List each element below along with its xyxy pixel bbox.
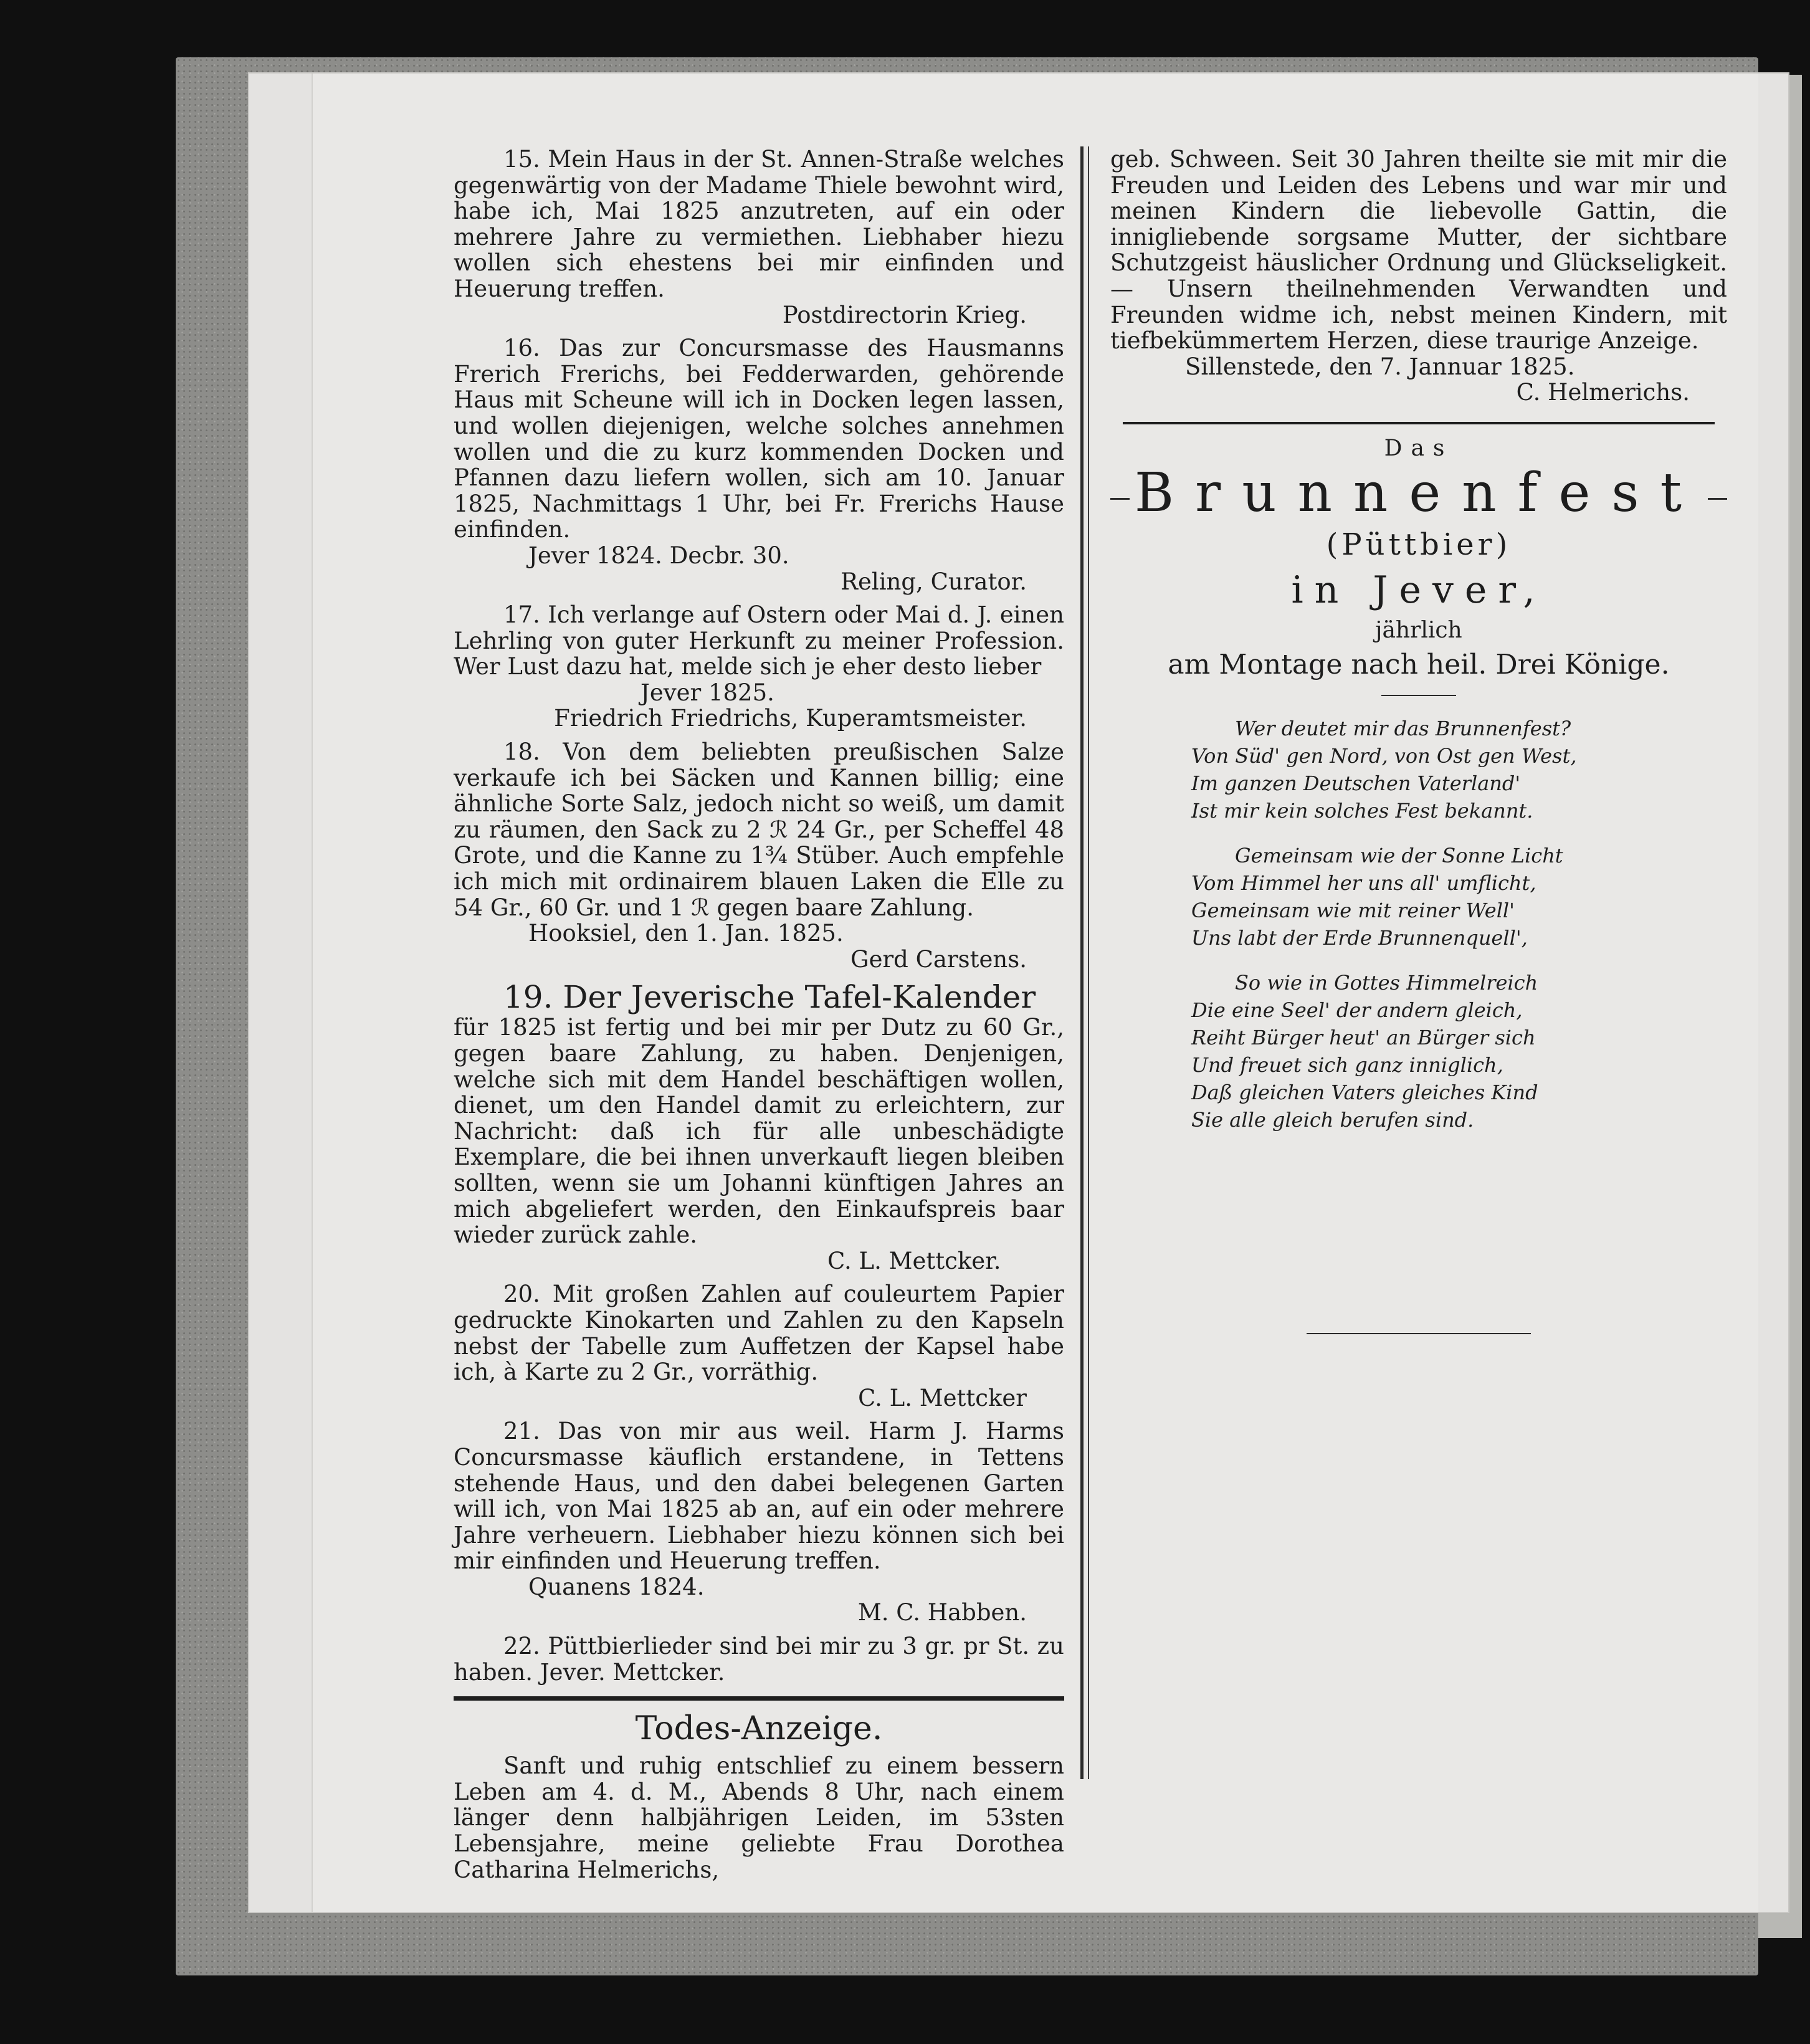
column-divider xyxy=(1080,146,1084,1779)
ad-15-signature: Postdirectorin Krieg. xyxy=(782,301,1027,328)
ad-17-text: 17. Ich verlange auf Ostern oder Mai d. J. einen Lehrling von guter Herkunft zu meiner Profession. Wer Lust dazu hat, melde sich je eher desto lieber xyxy=(454,601,1064,681)
fest-title-text: Brunnenfest xyxy=(1130,462,1708,524)
poem-line: Reiht Bürger heut' an Bürger sich xyxy=(1191,1025,1536,1049)
ad-16-text: 16. Das zur Concursmasse des Hausmanns Frerich Frerichs, bei Fedderwarden, gehörende Haus mit Scheune will ich in Docken legen lassen, und wollen diejenigen, welche solches annehmen wollen und die zu kurz kommenden Docken und Pfannen dazu liefern wollen, sich am 10. Januar 1825, Nachmittags 1 Uhr, bei Fr. Frerichs Hause einfinden. xyxy=(454,335,1064,543)
ad-16-signature: Reling, Curator. xyxy=(841,568,1027,595)
poem-line: Daß gleichen Vaters gleiches Kind xyxy=(1191,1080,1538,1104)
poem-line: Von Süd' gen Nord, von Ost gen West, xyxy=(1191,743,1577,768)
fest-top-rule xyxy=(1123,422,1715,424)
ad-21-text: 21. Das von mir aus weil. Harm J. Harms Concursmasse käuflich erstandene, in Tettens stehende Haus, und den dabei belegenen Garten will ich, von Mai 1825 ab an, auf ein oder mehrere Jahre verheuern. Liebhaber hiezu können sich bei mir einfinden und Heuerung treffen. xyxy=(454,1418,1064,1575)
ad-22-text: 22. Püttbierlieder sind bei mir zu 3 gr. pr St. zu haben. Jever. Mettcker. xyxy=(454,1633,1064,1686)
death-notice-title: Todes-Anzeige. xyxy=(635,1710,883,1748)
ad-18-text: 18. Von dem beliebten preußischen Salze verkaufe ich bei Säcken und Kannen billig; eine ähnliche Sorte Salz, jedoch nicht so weiß, um damit zu räumen, den Sack zu 2 ℛ 24 Gr., per Scheffel 48 Grote, und die Kanne zu 1¾ Stüber. Auch empfehle ich mich mit ordinairem blauen Laken die Elle zu 54 Gr., 60 Gr. und 1 ℛ gegen baare Zahlung. xyxy=(454,738,1064,921)
ad-19-title: 19. Der Jeverische Tafel-Kalender xyxy=(503,979,1036,1016)
poem-line: Und freuet sich ganz inniglich, xyxy=(1191,1053,1503,1077)
right-column xyxy=(1110,146,1727,1334)
poem-line: Gemeinsam wie mit reiner Well' xyxy=(1191,898,1515,922)
ad-17-place-date: Jever 1825. xyxy=(641,679,774,706)
ad-17-signature: Friedrich Friedrichs, Kuperamtsmeister. xyxy=(554,705,1027,732)
left-column xyxy=(454,146,1064,1883)
poem-line: Vom Himmel her uns all' umflicht, xyxy=(1191,871,1536,895)
poem-line: Ist mir kein solches Fest bekannt. xyxy=(1191,798,1533,823)
ad-19-text: für 1825 ist fertig und bei mir per Dutz zu 60 Gr., gegen baare Zahlung, zu haben. Denjenigen, welche sich mit dem Handel beschäftigen wollen, dienet, um den Handel damit zu erleichtern, zur Nachricht: daß ich für alle unbeschädigte Exemplare, die bei ihnen unverkauft liegen bleiben sollten, wenn sie um Johanni künftigen Jahres an mich abgeliefert werden, den Einkaufspreis baar wieder zurück zahle. xyxy=(454,1014,1064,1249)
poem-line: Wer deutet mir das Brunnenfest? xyxy=(1235,716,1571,740)
death-notice-place-date: Sillenstede, den 7. Jannuar 1825. xyxy=(1185,353,1575,380)
fest-date: am Montage nach heil. Drei Könige. xyxy=(1168,648,1670,681)
column-divider-thin xyxy=(1088,146,1089,1779)
poem-stanza-1 xyxy=(1191,715,1727,824)
poem-line: Die eine Seel' der andern gleich, xyxy=(1191,998,1523,1022)
ad-16-place-date: Jever 1824. Decbr. 30. xyxy=(528,542,789,569)
closing-rule xyxy=(1307,1333,1531,1334)
poem-stanza-2 xyxy=(1191,842,1727,952)
fest-das: Das xyxy=(1384,435,1454,461)
ad-21-place-date: Quanens 1824. xyxy=(528,1573,705,1600)
poem xyxy=(1110,715,1727,1134)
death-notice-text: Sanft und ruhig entschlief zu einem bessern Leben am 4. d. M., Abends 8 Uhr, nach einem länger denn halbjährigen Leiden, im 53sten Lebensjahre, meine geliebte Frau Dorothea Catharina Helmerichs, xyxy=(454,1752,1064,1883)
section-rule xyxy=(454,1696,1064,1701)
fest-title xyxy=(1110,462,1727,524)
ad-21-signature: M. C. Habben. xyxy=(857,1599,1027,1626)
ad-18-place-date: Hooksiel, den 1. Jan. 1825. xyxy=(528,920,844,947)
poem-line: Uns labt der Erde Brunnenquell', xyxy=(1191,925,1528,950)
ad-20-text: 20. Mit großen Zahlen auf couleurtem Papier gedruckte Kinokarten und Zahlen zu den Kapseln nebst der Tabelle zum Auffetzen der Kapsel habe ich, à Karte zu 2 Gr., vorräthig. xyxy=(454,1281,1064,1386)
poem-line: Gemeinsam wie der Sonne Licht xyxy=(1235,843,1563,867)
ad-19-signature: C. L. Mettcker. xyxy=(827,1247,1001,1274)
fest-frequency: jährlich xyxy=(1375,617,1462,643)
death-notice-continued: geb. Schween. Seit 30 Jahren theilte sie mit mir die Freuden und Leiden des Lebens und war mir und meinen Kindern die liebevolle Gattin, die innigliebende sorgsame Mutter, der sichtbare Schutzgeist häuslicher Ordnung und Glückseligkeit. — Unsern theilnehmenden Verwandten und Freunden widme ich, nebst meinen Kindern, mit tiefbekümmertem Herzen, diese traurige Anzeige. xyxy=(1110,146,1727,355)
ad-18-signature: Gerd Carstens. xyxy=(850,945,1027,973)
death-notice-signature: C. Helmerichs. xyxy=(1516,379,1690,406)
ad-20-signature: C. L. Mettcker xyxy=(858,1384,1027,1411)
fest-subtitle: (Püttbier) xyxy=(1326,527,1512,562)
ad-15-text: 15. Mein Haus in der St. Annen-Straße welches gegenwärtig von der Madame Thiele bewohnt wird, habe ich, Mai 1825 anzutreten, auf ein oder mehrere Jahre zu vermiethen. Liebhaber hiezu wollen sich ehestens bei mir einfinden und Heuerung treffen. xyxy=(454,146,1064,302)
poem-line: Sie alle gleich berufen sind. xyxy=(1191,1107,1474,1132)
fest-short-rule xyxy=(1381,695,1456,696)
fest-place: in Jever, xyxy=(1291,568,1546,612)
poem-stanza-3 xyxy=(1191,969,1727,1134)
poem-line: Im ganzen Deutschen Vaterland' xyxy=(1191,771,1521,795)
poem-line: So wie in Gottes Himmelreich xyxy=(1235,970,1538,995)
